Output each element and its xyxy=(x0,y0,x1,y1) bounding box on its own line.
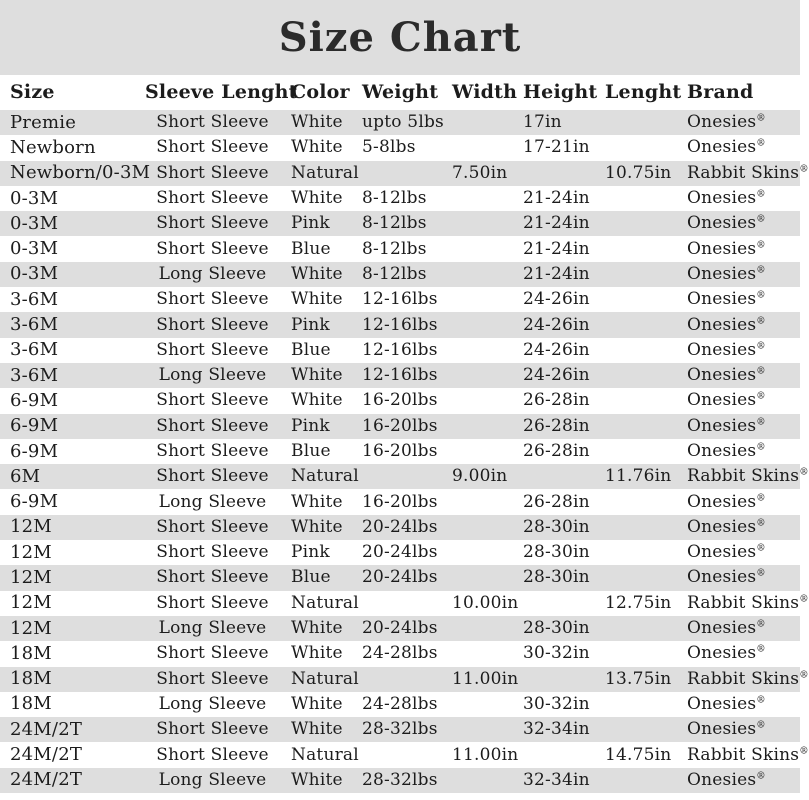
cell-brand: Onesies® xyxy=(687,339,766,360)
table-row xyxy=(0,768,800,793)
cell-sleeve-length: Short Sleeve xyxy=(156,188,269,209)
cell-color: Blue xyxy=(291,441,331,461)
registered-trademark-symbol: ® xyxy=(799,163,809,175)
table-row xyxy=(0,540,800,565)
cell-weight: 12-16lbs xyxy=(362,365,438,386)
table-row xyxy=(0,186,800,211)
cell-sleeve-length: Short Sleeve xyxy=(156,592,269,613)
cell-sleeve-length: Long Sleeve xyxy=(158,618,267,639)
cell-weight: 28-32lbs xyxy=(362,719,438,740)
registered-trademark-symbol: ® xyxy=(756,264,766,276)
cell-brand: Onesies® xyxy=(687,719,766,740)
table-row xyxy=(0,363,800,388)
cell-color: White xyxy=(291,390,343,411)
cell-sleeve-length: Short Sleeve xyxy=(156,542,269,563)
registered-trademark-symbol: ® xyxy=(756,365,766,377)
table-row xyxy=(0,287,800,312)
table-row xyxy=(0,692,800,717)
cell-color: White xyxy=(291,289,343,310)
cell-weight: 16-20lbs xyxy=(362,415,438,436)
cell-sleeve-length: Short Sleeve xyxy=(156,516,269,537)
registered-trademark-symbol: ® xyxy=(756,491,766,503)
cell-color: Natural xyxy=(291,668,359,689)
table-row xyxy=(0,464,809,489)
registered-trademark-symbol: ® xyxy=(756,289,766,301)
cell-size: 12M xyxy=(10,541,52,563)
cell-color: White xyxy=(291,769,343,790)
cell-size: 6-9M xyxy=(10,389,59,411)
cell-brand: Onesies® xyxy=(687,289,766,310)
cell-size: Newborn/0-3M xyxy=(10,162,151,184)
cell-size: 3-6M xyxy=(10,364,59,386)
cell-color: White xyxy=(291,618,343,639)
cell-color: Natural xyxy=(291,162,359,183)
cell-sleeve-length: Short Sleeve xyxy=(156,314,269,335)
registered-trademark-symbol: ® xyxy=(756,137,766,149)
cell-length: 11.76in xyxy=(605,466,672,487)
cell-weight: 12-16lbs xyxy=(362,339,438,360)
page-title: Size Chart xyxy=(278,14,522,61)
cell-size: 24M/2T xyxy=(10,769,83,791)
cell-weight: 12-16lbs xyxy=(362,289,438,310)
cell-size: 18M xyxy=(10,668,52,690)
table-row xyxy=(0,262,800,287)
cell-sleeve-length: Short Sleeve xyxy=(156,162,269,183)
cell-size: 18M xyxy=(10,642,52,664)
table-row xyxy=(0,236,800,261)
table-row xyxy=(0,667,809,692)
registered-trademark-symbol: ® xyxy=(799,744,809,756)
cell-height: 26-28in xyxy=(523,491,590,512)
table-row xyxy=(0,110,800,135)
cell-size: 6M xyxy=(10,465,41,487)
registered-trademark-symbol: ® xyxy=(756,112,766,124)
cell-color: White xyxy=(291,643,343,664)
cell-size: 3-6M xyxy=(10,339,59,361)
cell-brand: Rabbit Skins® xyxy=(687,592,809,613)
cell-brand: Onesies® xyxy=(687,441,766,461)
cell-size: 3-6M xyxy=(10,314,59,336)
cell-height: 17in xyxy=(523,112,562,133)
cell-color: White xyxy=(291,263,343,284)
cell-size: 0-3M xyxy=(10,187,59,209)
table-row xyxy=(0,211,800,236)
cell-color: Natural xyxy=(291,466,359,487)
cell-brand: Onesies® xyxy=(687,137,766,158)
registered-trademark-symbol: ® xyxy=(756,567,766,579)
cell-sleeve-length: Short Sleeve xyxy=(156,415,269,436)
cell-brand: Onesies® xyxy=(687,365,766,386)
cell-height: 30-32in xyxy=(523,693,590,714)
cell-weight: 24-28lbs xyxy=(362,643,438,664)
size-chart-table xyxy=(0,75,809,793)
cell-sleeve-length: Short Sleeve xyxy=(156,643,269,664)
table-body xyxy=(0,110,809,793)
cell-sleeve-length: Short Sleeve xyxy=(156,668,269,689)
table-row xyxy=(0,489,800,514)
cell-height: 24-26in xyxy=(523,339,590,360)
cell-sleeve-length: Long Sleeve xyxy=(158,491,267,512)
registered-trademark-symbol: ® xyxy=(756,416,766,428)
cell-size: Newborn xyxy=(10,136,96,158)
title-band xyxy=(0,0,800,75)
cell-length: 13.75in xyxy=(605,668,672,689)
cell-sleeve-length: Long Sleeve xyxy=(158,365,267,386)
table-row xyxy=(0,135,800,160)
cell-height: 24-26in xyxy=(523,314,590,335)
column-header-width: Width xyxy=(452,81,518,103)
cell-sleeve-length: Short Sleeve xyxy=(156,289,269,310)
cell-brand: Onesies® xyxy=(687,542,766,563)
cell-sleeve-length: Long Sleeve xyxy=(158,769,267,790)
cell-color: Pink xyxy=(291,415,330,436)
cell-size: 6-9M xyxy=(10,491,59,513)
table-row xyxy=(0,565,800,590)
cell-color: White xyxy=(291,188,343,209)
cell-color: White xyxy=(291,693,343,714)
cell-brand: Onesies® xyxy=(687,415,766,436)
column-header-size: Size xyxy=(10,81,55,103)
cell-color: White xyxy=(291,491,343,512)
cell-size: 6-9M xyxy=(10,415,59,437)
cell-size: 0-3M xyxy=(10,238,59,260)
cell-brand: Rabbit Skins® xyxy=(687,466,809,487)
cell-length: 10.75in xyxy=(605,162,672,183)
cell-brand: Onesies® xyxy=(687,567,766,588)
cell-color: Natural xyxy=(291,744,359,765)
cell-height: 21-24in xyxy=(523,263,590,284)
cell-height: 28-30in xyxy=(523,567,590,588)
registered-trademark-symbol: ® xyxy=(756,694,766,706)
table-row xyxy=(0,717,800,742)
cell-size: 6-9M xyxy=(10,440,59,462)
cell-color: Natural xyxy=(291,592,359,613)
cell-color: Pink xyxy=(291,314,330,335)
cell-weight: upto 5lbs xyxy=(362,112,444,133)
cell-height: 17-21in xyxy=(523,137,590,158)
table-row xyxy=(0,641,800,666)
cell-color: White xyxy=(291,112,343,133)
cell-color: Pink xyxy=(291,542,330,563)
cell-height: 32-34in xyxy=(523,719,590,740)
table-row xyxy=(0,439,800,464)
cell-color: Blue xyxy=(291,567,331,588)
cell-size: Premie xyxy=(10,111,77,133)
cell-weight: 20-24lbs xyxy=(362,567,438,588)
cell-sleeve-length: Short Sleeve xyxy=(156,441,269,461)
cell-height: 30-32in xyxy=(523,643,590,664)
cell-weight: 12-16lbs xyxy=(362,314,438,335)
cell-sleeve-length: Short Sleeve xyxy=(156,719,269,740)
table-header-row xyxy=(0,75,800,110)
table-row xyxy=(0,742,809,767)
cell-height: 21-24in xyxy=(523,238,590,259)
table-row xyxy=(0,338,800,363)
cell-sleeve-length: Short Sleeve xyxy=(156,339,269,360)
cell-size: 3-6M xyxy=(10,288,59,310)
cell-size: 12M xyxy=(10,566,52,588)
cell-weight: 24-28lbs xyxy=(362,693,438,714)
cell-height: 26-28in xyxy=(523,390,590,411)
cell-color: White xyxy=(291,516,343,537)
cell-width: 7.50in xyxy=(452,162,508,183)
cell-brand: Onesies® xyxy=(687,263,766,284)
column-header-brand: Brand xyxy=(687,81,754,103)
cell-height: 21-24in xyxy=(523,213,590,234)
cell-brand: Rabbit Skins® xyxy=(687,744,809,765)
registered-trademark-symbol: ® xyxy=(756,390,766,402)
cell-brand: Onesies® xyxy=(687,213,766,234)
cell-height: 28-30in xyxy=(523,542,590,563)
cell-brand: Onesies® xyxy=(687,314,766,335)
cell-size: 12M xyxy=(10,516,52,538)
registered-trademark-symbol: ® xyxy=(756,517,766,529)
column-header-weight: Weight xyxy=(362,81,439,103)
cell-size: 24M/2T xyxy=(10,744,83,766)
cell-weight: 8-12lbs xyxy=(362,263,427,284)
cell-height: 32-34in xyxy=(523,769,590,790)
registered-trademark-symbol: ® xyxy=(756,643,766,655)
cell-color: White xyxy=(291,365,343,386)
cell-color: White xyxy=(291,719,343,740)
column-header-color: Color xyxy=(291,81,350,103)
cell-length: 14.75in xyxy=(605,744,672,765)
table-row xyxy=(0,616,800,641)
cell-weight: 16-20lbs xyxy=(362,390,438,411)
cell-color: Blue xyxy=(291,339,331,360)
cell-sleeve-length: Short Sleeve xyxy=(156,744,269,765)
cell-brand: Onesies® xyxy=(687,188,766,209)
column-header-sleeve-length: Sleeve Lenght xyxy=(145,81,298,103)
table-row xyxy=(0,388,800,413)
cell-weight: 16-20lbs xyxy=(362,441,438,461)
cell-brand: Onesies® xyxy=(687,643,766,664)
registered-trademark-symbol: ® xyxy=(756,770,766,782)
cell-weight: 5-8lbs xyxy=(362,137,416,158)
cell-size: 12M xyxy=(10,592,52,614)
cell-brand: Onesies® xyxy=(687,693,766,714)
cell-height: 24-26in xyxy=(523,289,590,310)
cell-weight: 8-12lbs xyxy=(362,213,427,234)
cell-height: 26-28in xyxy=(523,415,590,436)
cell-brand: Rabbit Skins® xyxy=(687,668,809,689)
column-header-length: Lenght xyxy=(605,81,682,103)
registered-trademark-symbol: ® xyxy=(756,618,766,630)
cell-brand: Onesies® xyxy=(687,112,766,133)
registered-trademark-symbol: ® xyxy=(799,593,809,605)
cell-sleeve-length: Long Sleeve xyxy=(158,263,267,284)
cell-brand: Onesies® xyxy=(687,491,766,512)
cell-length: 12.75in xyxy=(605,592,672,613)
cell-weight: 16-20lbs xyxy=(362,491,438,512)
cell-height: 26-28in xyxy=(523,441,590,461)
cell-brand: Onesies® xyxy=(687,238,766,259)
cell-brand: Onesies® xyxy=(687,390,766,411)
cell-weight: 20-24lbs xyxy=(362,542,438,563)
cell-color: White xyxy=(291,137,343,158)
registered-trademark-symbol: ® xyxy=(756,340,766,352)
registered-trademark-symbol: ® xyxy=(756,314,766,326)
cell-width: 11.00in xyxy=(452,744,519,765)
cell-brand: Rabbit Skins® xyxy=(687,162,809,183)
cell-weight: 8-12lbs xyxy=(362,188,427,209)
cell-brand: Onesies® xyxy=(687,618,766,639)
cell-height: 28-30in xyxy=(523,618,590,639)
cell-sleeve-length: Short Sleeve xyxy=(156,137,269,158)
cell-color: Blue xyxy=(291,238,331,259)
table-row xyxy=(0,161,809,186)
table-row xyxy=(0,591,809,616)
cell-sleeve-length: Short Sleeve xyxy=(156,238,269,259)
column-header-height: Height xyxy=(523,81,598,103)
cell-sleeve-length: Short Sleeve xyxy=(156,567,269,588)
cell-height: 24-26in xyxy=(523,365,590,386)
registered-trademark-symbol: ® xyxy=(756,441,766,453)
table-row xyxy=(0,312,800,337)
cell-sleeve-length: Short Sleeve xyxy=(156,213,269,234)
cell-sleeve-length: Long Sleeve xyxy=(158,693,267,714)
cell-width: 11.00in xyxy=(452,668,519,689)
registered-trademark-symbol: ® xyxy=(756,188,766,200)
cell-height: 21-24in xyxy=(523,188,590,209)
cell-sleeve-length: Short Sleeve xyxy=(156,112,269,133)
cell-weight: 20-24lbs xyxy=(362,618,438,639)
cell-size: 0-3M xyxy=(10,263,59,285)
cell-brand: Onesies® xyxy=(687,516,766,537)
registered-trademark-symbol: ® xyxy=(756,238,766,250)
registered-trademark-symbol: ® xyxy=(756,719,766,731)
registered-trademark-symbol: ® xyxy=(799,466,809,478)
table-row xyxy=(0,414,800,439)
cell-size: 18M xyxy=(10,693,52,715)
cell-color: Pink xyxy=(291,213,330,234)
cell-sleeve-length: Short Sleeve xyxy=(156,390,269,411)
cell-width: 9.00in xyxy=(452,466,508,487)
cell-weight: 28-32lbs xyxy=(362,769,438,790)
cell-sleeve-length: Short Sleeve xyxy=(156,466,269,487)
cell-height: 28-30in xyxy=(523,516,590,537)
cell-weight: 8-12lbs xyxy=(362,238,427,259)
registered-trademark-symbol: ® xyxy=(756,542,766,554)
cell-size: 24M/2T xyxy=(10,718,83,740)
registered-trademark-symbol: ® xyxy=(756,213,766,225)
cell-brand: Onesies® xyxy=(687,769,766,790)
cell-width: 10.00in xyxy=(452,592,519,613)
cell-size: 0-3M xyxy=(10,212,59,234)
cell-weight: 20-24lbs xyxy=(362,516,438,537)
cell-size: 12M xyxy=(10,617,52,639)
registered-trademark-symbol: ® xyxy=(799,669,809,681)
table-row xyxy=(0,515,800,540)
